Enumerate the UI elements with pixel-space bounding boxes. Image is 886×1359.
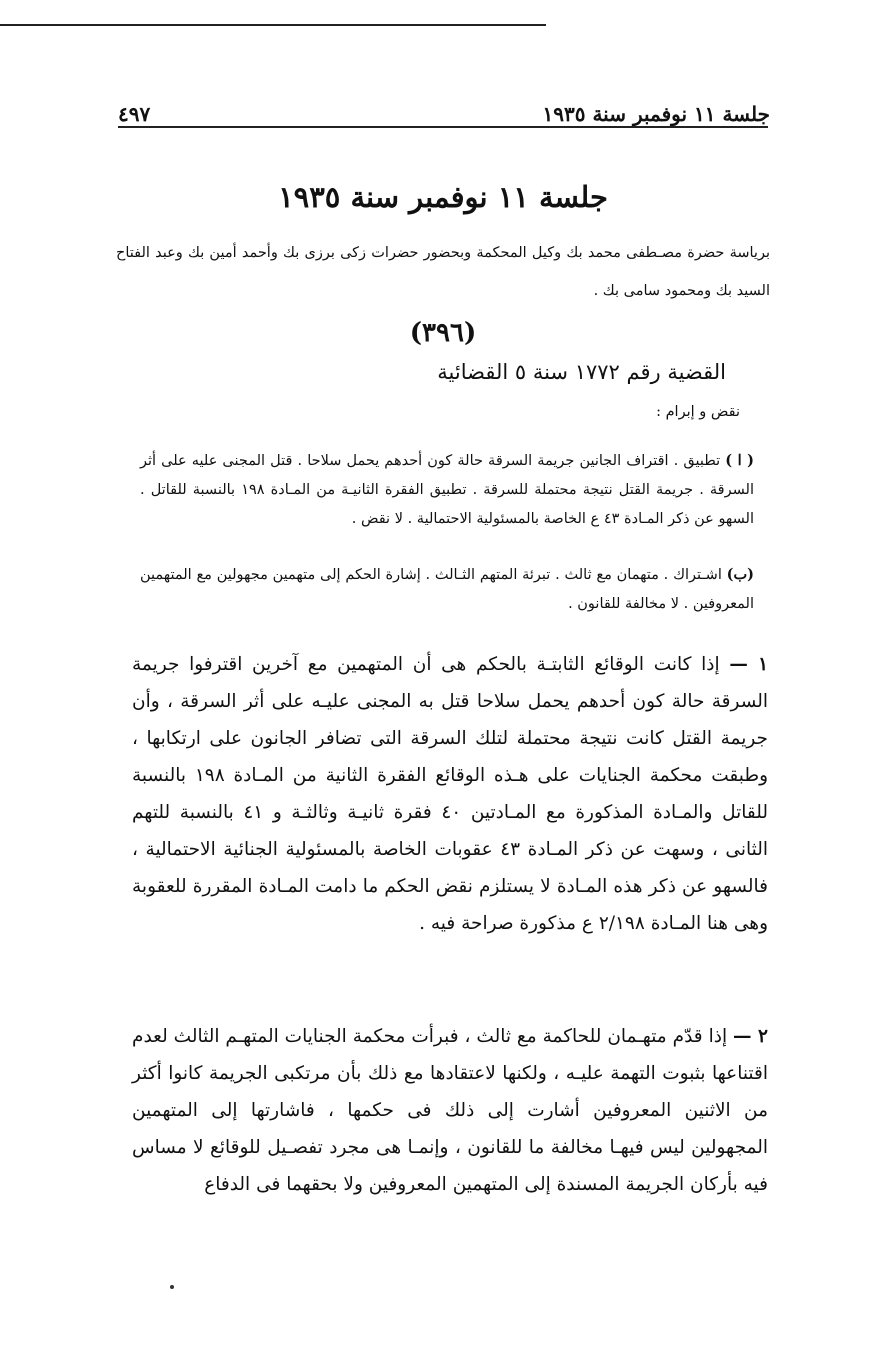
principle-text: إذا كانت الوقائع الثابتـة بالحكم هى أن المتهمين مع آخرين اقترفوا جريمة السرقة حالة كون أحدهم يحمل سلاحا قتل به المجنى عليـه على أثر السرقة ، وأن جريمة القتل كانت نتيجة محتملة لتلك السرقة التى تضافر الجانون على ارتكابها ، وطبقت محكمة الجنايات على هـذه الوقائع الفقرة الثانية من المـادة ١٩٨ بالنسبة للقاتل والمـادة المذكورة مع المـادتين ٤٠ فقرة ثانيـة وثالثـة و ٤١ بالنسبة للتهم الثانى ، وسهت عن ذكر المـادة ٤٣ عقوبات الخاصة بالمسئولية الجنائية الاحتمالية ، فالسهو عن ذكر هذه المـادة لا يستلزم نقض الحكم ما دامت المـادة المقررة للعقوبة وهى هنا المـادة ٢/١٩٨ ع مذكورة صراحة فيه . xyxy=(132,654,768,934)
summary-item xyxy=(140,446,754,534)
principle-number: ١ — xyxy=(729,654,768,675)
top-rule xyxy=(0,24,546,26)
principle-paragraph xyxy=(132,646,768,942)
summary-marker: ( ا ) xyxy=(725,452,754,469)
principle-paragraph xyxy=(132,1018,768,1203)
case-reference: القضية رقم ١٧٧٢ سنة ٥ القضائية xyxy=(437,360,726,384)
principle-number: ٢ — xyxy=(733,1026,768,1047)
footer-dot xyxy=(170,1285,174,1289)
running-title: جلسة ١١ نوفمبر سنة ١٩٣٥ xyxy=(542,102,770,126)
summary-text: اشـتراك . متهمان مع ثالث . تبرئة المتهم الثـالث . إشارة الحكم إلى متهمين مجهولين مع المتهمين المعروفين . لا مخالفة للقانون . xyxy=(140,567,754,612)
running-header xyxy=(118,92,770,126)
case-subject: نقض و إبرام : xyxy=(656,404,740,420)
session-title: جلسة ١١ نوفمبر سنة ١٩٣٥ xyxy=(278,180,608,214)
summary-item xyxy=(140,560,754,619)
page-number: ٤٩٧ xyxy=(118,102,151,126)
summary-text: تطبيق . اقتراف الجانين جريمة السرقة حالة كون أحدهم يحمل سلاحا . قتل المجنى عليه على أثر السرقة . جريمة القتل نتيجة محتملة للسرقة . تطبيق الفقرة الثانيـة من المـادة ١٩٨ بالنسبة للقاتل . السهو عن ذكر المـادة ٤٣ ع الخاصة بالمسئولية الاحتمالية . لا نقض . xyxy=(140,453,754,527)
header-rule xyxy=(118,126,768,128)
presidency-statement: برياسة حضرة مصـطفى محمد بك وكيل المحكمة وبحضور حضرات زكى برزى بك وأحمد أمين بك وعبد الفتاح السيد بك ومحمود سامى بك . xyxy=(116,245,770,299)
summary-marker: (ب) xyxy=(726,566,755,583)
principle-text: إذا قدّم متهـمان للحاكمة مع ثالث ، فبرأت محكمة الجنايات المتهـم الثالث لعدم اقتناعها بثبوت التهمة عليـه ، ولكنها لاعتقادها مع ذلك بأن مرتكبى الجريمة كانوا أكثر من الاثنين المعروفين أشارت إلى ذلك فى حكمها ، فاشارتها إلى المتهمين المجهولين ليس فيهـا مخالفة ما للقانون ، وإنمـا هى مجرد تفصـيل للوقائع لا مساس فيه بأركان الجريمة المسندة إلى المتهمين المعروفين ولا بحقهما فى الدفاع xyxy=(132,1026,768,1195)
case-number: (٣٩٦) xyxy=(409,318,477,348)
